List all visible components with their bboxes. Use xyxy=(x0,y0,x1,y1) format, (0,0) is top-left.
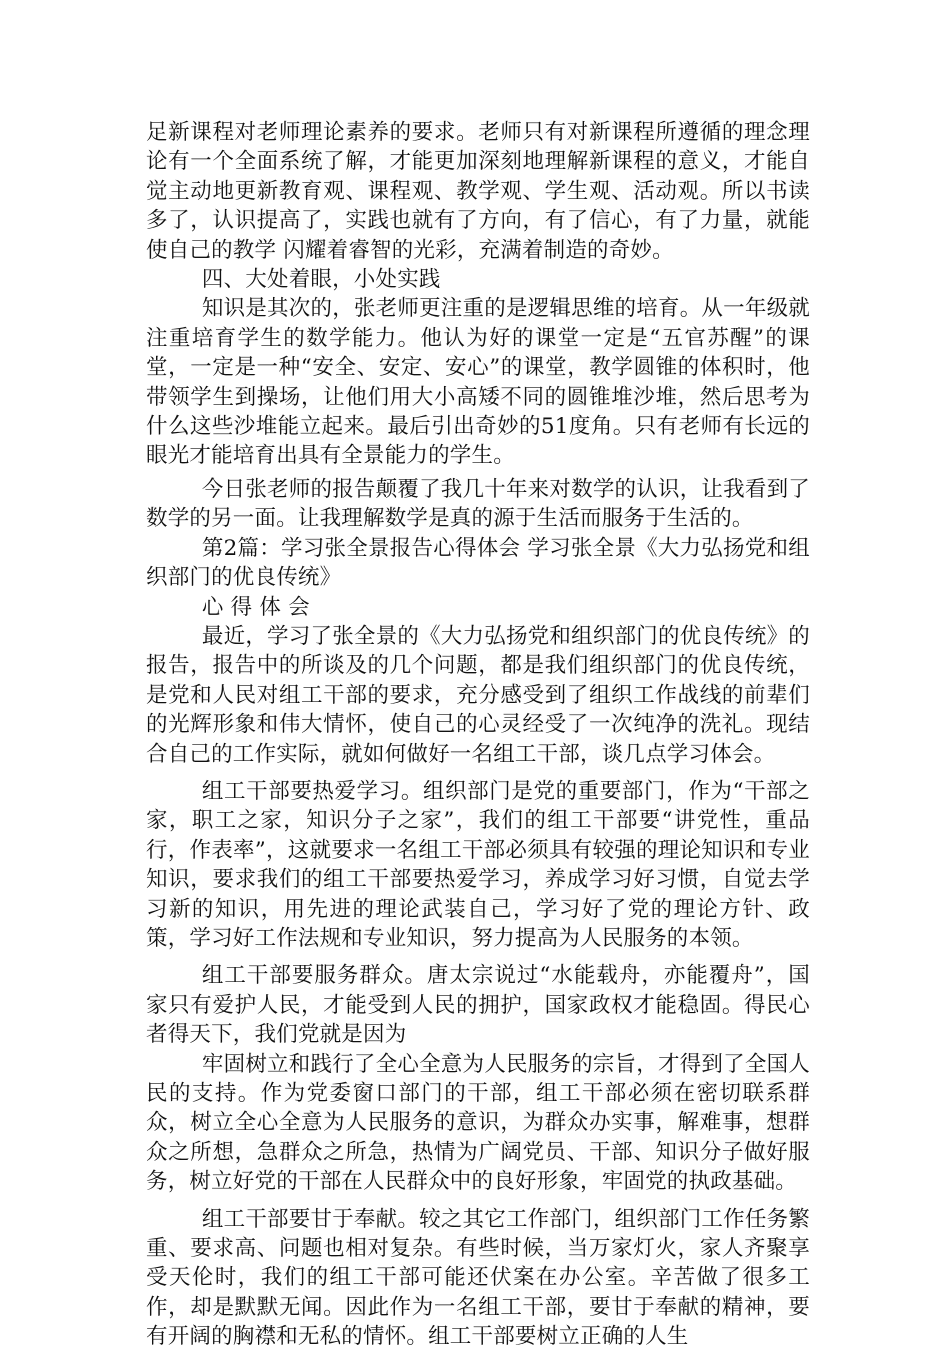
paragraph-logic-thinking: 知识是其次的，张老师更注重的是逻辑思维的培育。从一年级就注重培育学生的数学能力。他认为好的课堂一定是“五官苏醒”的课堂，一定是一种“安全、安定、安心”的课堂，教学圆锥的体积时，他带领学生到操场，让他们用大小高矮不同的圆锥堆沙堆，然后思考为什么这些沙堆能立起来。最后引出奇妙的51度角。只有老师有长远的眼光才能培育出具有全景能力的学生。 xyxy=(146,296,810,469)
article-2-subtitle: 心 得 体 会 xyxy=(201,594,310,620)
paragraph-serve-masses-cont: 牢固树立和践行了全心全意为人民服务的宗旨，才得到了全国人民的支持。作为党委窗口部门的干部，组工干部必须在密切联系群众，树立全心全意为人民服务的意识，为群众办实事，解难事，想群众之所想，急群众之所急，热情为广阔党员、干部、知识分子做好服务，树立好党的干部在人民群众中的良好形象，牢固党的执政基础。 xyxy=(146,1051,810,1195)
section-heading-4: 四、大处着眼，小处实践 xyxy=(201,267,441,293)
paragraph-intro: 最近，学习了张全景的《大力弘扬党和组织部门的优良传统》的报告，报告中的所谈及的几个问题，都是我们组织部门的优良传统，是党和人民对组工干部的要求，充分感受到了组织工作战线的前辈们的光辉形象和伟大情怀，使自己的心灵经受了一次纯净的洗礼。现结合自己的工作实际，就如何做好一名组工干部，谈几点学习体会。 xyxy=(146,623,810,767)
article-2-title: 第2篇：学习张全景报告心得体会 学习张全景《大力弘扬党和组织部门的优良传统》 xyxy=(146,535,810,591)
paragraph-reading-theory: 足新课程对老师理论素养的要求。老师只有对新课程所遵循的理念理论有一个全面系统了解，才能更加深刻地理解新课程的意义，才能自觉主动地更新教育观、课程观、教学观、学生观、活动观。所以书读多了，认识提高了，实践也就有了方向，有了信心，有了力量，就能使自己的教学 闪耀着睿智的光彩，充满着制造的奇妙。 xyxy=(146,120,810,263)
paragraph-dedication: 组工干部要甘于奉献。较之其它工作部门，组织部门工作任务繁重、要求高、问题也相对复杂。有些时候，当万家灯火，家人齐聚享受天伦时，我们的组工干部可能还伏案在办公室。辛苦做了很多工作，却是默默无闻。因此作为一名组工干部，要甘于奉献的精神，要有开阔的胸襟和无私的情怀。组工干部要树立正确的人生 xyxy=(146,1206,810,1350)
paragraph-love-learning: 组工干部要热爱学习。组织部门是党的重要部门，作为“干部之家，职工之家，知识分子之家”，我们的组工干部要“讲党性，重品行，作表率”，这就要求一名组工干部必须具有较强的理论知识和专业知识，要求我们的组工干部要热爱学习，养成学习好习惯，自觉去学习新的知识，用先进的理论武装自己，学习好了党的理论方针、政策，学习好工作法规和专业知识，努力提高为人民服务的本领。 xyxy=(146,778,810,951)
paragraph-report-reflection: 今日张老师的报告颠覆了我几十年来对数学的认识，让我看到了数学的另一面。让我理解数学是真的源于生活而服务于生活的。 xyxy=(146,476,810,532)
document-body xyxy=(146,118,810,1352)
paragraph-serve-masses: 组工干部要服务群众。唐太宗说过“水能载舟，亦能覆舟”，国家只有爱护人民，才能受到人民的拥护，国家政权才能稳固。得民心者得天下，我们党就是因为 xyxy=(146,963,810,1048)
